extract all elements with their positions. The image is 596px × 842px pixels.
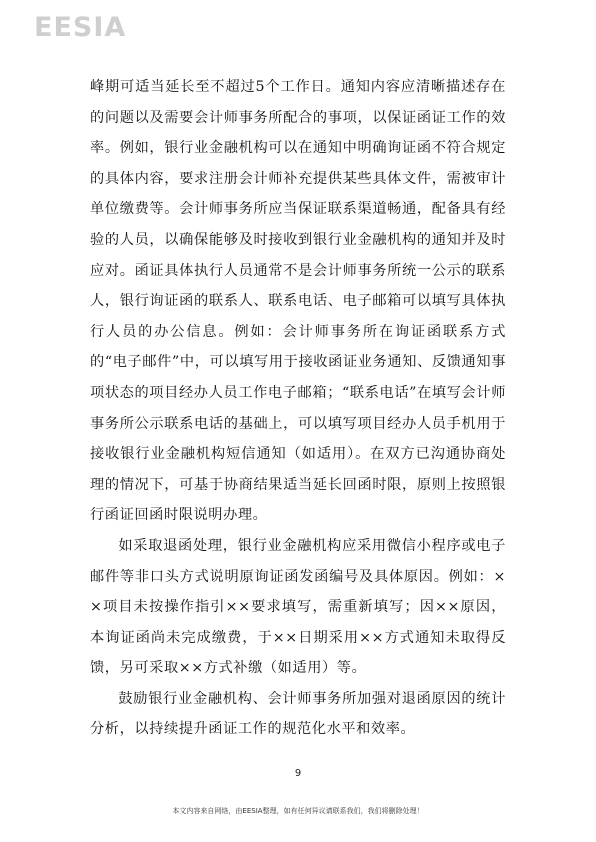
body-paragraph-1: 峰期可适当延长至不超过5个工作日。通知内容应清晰描述存在的问题以及需要会计师事务所配合的事项，以保证函证工作的效率。例如，银行业金融机构可以在通知中明确询证函不符合规定的具体内容，要求注册会计师补充提供某些具体文件，需被审计单位缴费等。会计师事务所应当保证联系渠道畅通，配备具有经验的人员，以确保能够及时接收到银行业金融机构的通知并及时应对。函证具体执行人员通常不是会计师事务所统一公示的联系人，银行询证函的联系人、联系电话、电子邮箱可以填写具体执行人员的办公信息。例如：会计师事务所在询证函联系方式的“电子邮件”中，可以填写用于接收函证业务通知、反馈通知事项状态的项目经办人员工作电子邮箱；“联系电话”在填写会计师事务所公示联系电话的基础上，可以填写项目经办人员手机用于接收银行业金融机构短信通知（如适用）。在双方已沟通协商处理的情况下，可基于协商结果适当延长回函时限，原则上按照银行函证回函时限说明办理。 [90, 79, 506, 524]
page-number: 9 [294, 768, 302, 779]
document-body [90, 72, 506, 745]
eesia-logo: EESIA [34, 12, 127, 43]
body-paragraph-2: 如采取退函处理，银行业金融机构应采用微信小程序或电子邮件等非口头方式说明原询证函发函编号及具体原因。例如：××项目未按操作指引××要求填写，需重新填写；因××原因，本询证函尚未完成缴费，于××日期采用××方式通知未取得反馈，另可采取××方式补缴（如适用）等。 [90, 537, 506, 677]
footer-disclaimer: 本文内容来自网络，由EESIA整理，如有任何异议请联系我们，我们将删除处理！ [172, 807, 424, 815]
body-paragraph-3: 鼓励银行业金融机构、会计师事务所加强对退函原因的统计分析，以持续提升函证工作的规范化水平和效率。 [90, 690, 506, 738]
